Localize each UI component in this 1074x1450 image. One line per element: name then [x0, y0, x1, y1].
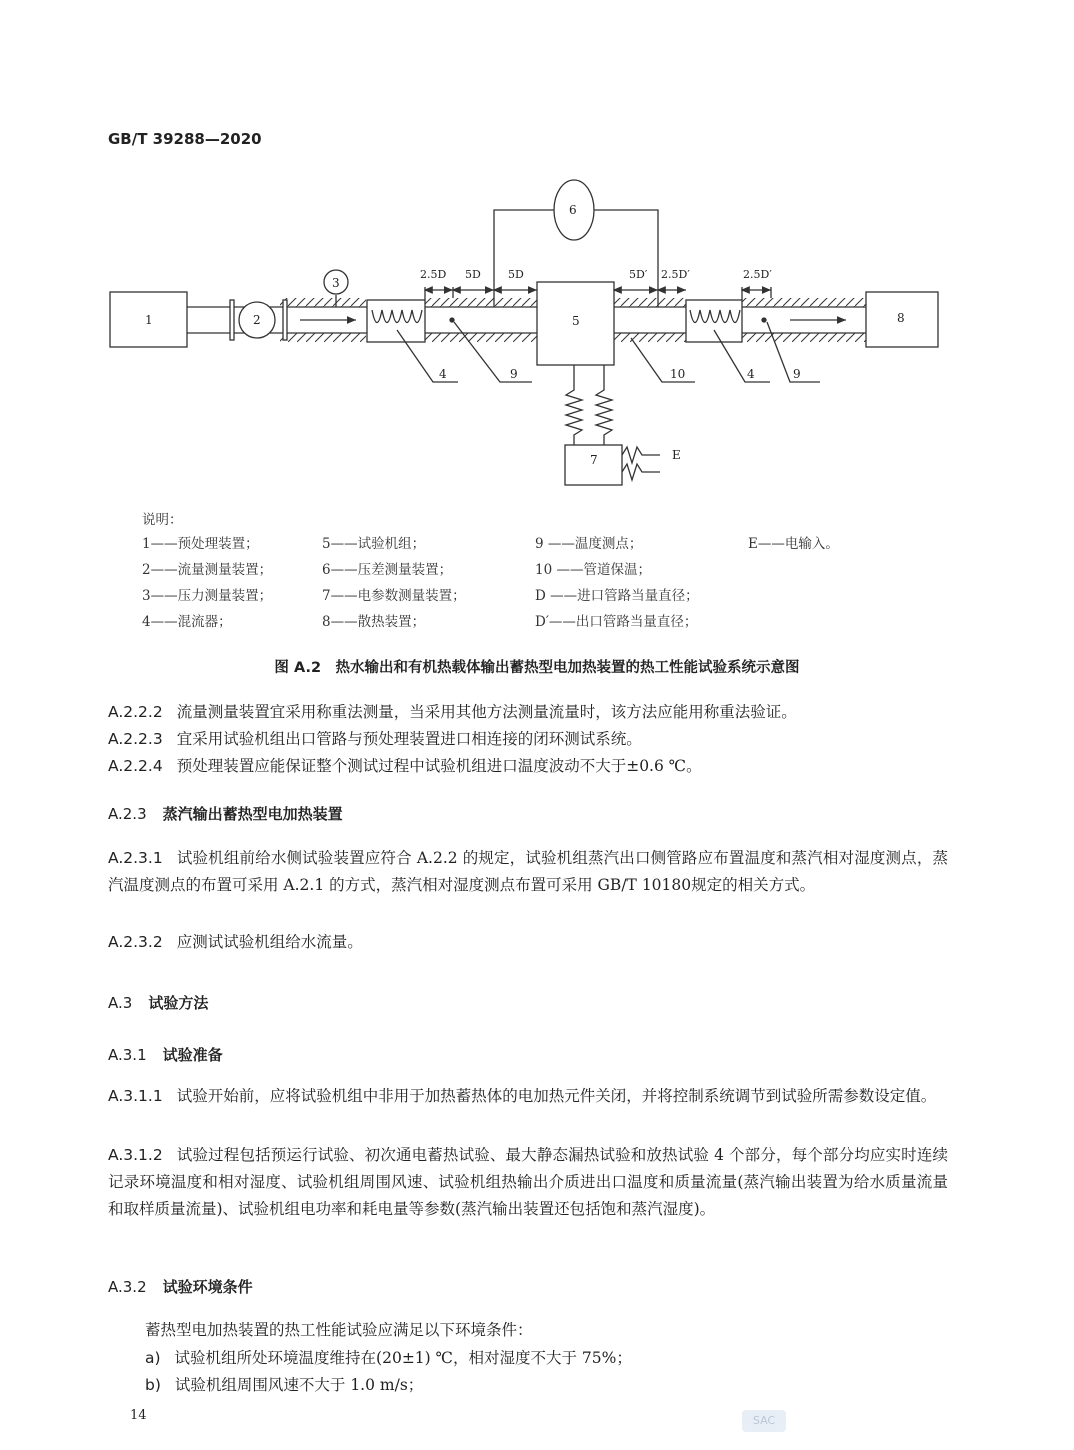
- list-item: b) 试验机组周围风速不大于 1.0 m/s；: [145, 1376, 424, 1394]
- legend-item: 7——电参数测量装置；: [322, 588, 466, 604]
- legend-item: 8——散热装置；: [322, 614, 426, 630]
- legend-item: 3——压力测量装置；: [142, 588, 273, 604]
- section-heading: A.3.2 试验环境条件: [108, 1278, 253, 1296]
- label-6: 6: [569, 203, 577, 217]
- legend-item: D ——进口管路当量直径；: [535, 588, 699, 604]
- legend-item: 6——压差测量装置；: [322, 562, 453, 578]
- legend-item: 9 ——温度测点；: [535, 536, 643, 552]
- section-heading: A.3.1 试验准备: [108, 1046, 223, 1064]
- label-9: 9: [510, 367, 518, 381]
- dim-label: 2.5D′: [743, 268, 772, 281]
- legend-title: 说明：: [142, 512, 183, 528]
- legend-item: 1——预处理装置；: [142, 536, 259, 552]
- test-system-diagram: [0, 0, 1074, 500]
- label-E: E: [672, 448, 681, 462]
- legend-item: D′——出口管路当量直径；: [535, 614, 698, 630]
- watermark-logo: SAC: [742, 1410, 786, 1432]
- legend-item: 2——流量测量装置；: [142, 562, 273, 578]
- clause: A.2.2.2 流量测量装置宜采用称重法测量，当采用其他方法测量流量时，该方法应能用称重法验证。: [108, 703, 797, 721]
- dim-label: 5D: [508, 268, 524, 281]
- clause: A.2.3.2 应测试试验机组给水流量。: [108, 933, 363, 951]
- legend-item: 10 ——管道保温；: [535, 562, 651, 578]
- clause: A.3.1.1 试验开始前，应将试验机组中非用于加热蓄热体的电加热元件关闭，并将控制系统调节到试验所需参数设定值。: [108, 1087, 937, 1105]
- dim-label: 5D: [465, 268, 481, 281]
- list-item: a) 试验机组所处环境温度维持在(20±1) ℃，相对湿度不大于 75%；: [145, 1349, 632, 1367]
- label-2: 2: [253, 313, 261, 327]
- clause: A.2.2.3 宜采用试验机组出口管路与预处理装置进口相连接的闭环测试系统。: [108, 730, 642, 748]
- label-1: 1: [145, 313, 153, 327]
- legend-item: E——电输入。: [748, 536, 839, 552]
- dim-label: 5D′: [629, 268, 648, 281]
- label-4: 4: [439, 367, 447, 381]
- clause: A.3.1.2 试验过程包括预运行试验、初次通电蓄热试验、最大静态漏热试验和放热试验 4 个部分，每个部分均应实时连续记录环境温度和相对湿度、试验机组周围风速、试验机组热输出介质进出口温度和质量流量(蒸汽输出装置为给水质量流量和取样质量流量)、试验机组电功率和耗电量等参数(蒸汽输出装置还包括饱和蒸汽湿度)。: [108, 1146, 948, 1218]
- legend-item: 4——混流器；: [142, 614, 232, 630]
- clause: 蓄热型电加热装置的热工性能试验应满足以下环境条件：: [145, 1321, 533, 1339]
- label-4b: 4: [747, 367, 755, 381]
- label-7: 7: [590, 453, 598, 467]
- label-9b: 9: [793, 367, 801, 381]
- figure-caption: 图 A.2 热水输出和有机热载体输出蓄热型电加热装置的热工性能试验系统示意图: [274, 660, 800, 676]
- page-number: 14: [130, 1408, 147, 1423]
- dim-label: 2.5D: [420, 268, 447, 281]
- label-3: 3: [332, 276, 340, 290]
- label-5: 5: [572, 314, 580, 328]
- section-heading: A.2.3 蒸汽输出蓄热型电加热装置: [108, 805, 343, 823]
- standard-header: GB/T 39288—2020: [108, 130, 262, 148]
- dim-label: 2.5D′: [661, 268, 690, 281]
- label-8: 8: [897, 311, 905, 325]
- section-heading: A.3 试验方法: [108, 994, 209, 1012]
- clause: A.2.2.4 预处理装置应能保证整个测试过程中试验机组进口温度波动不大于±0.6 ℃。: [108, 757, 702, 775]
- legend-item: 5——试验机组；: [322, 536, 426, 552]
- label-10: 10: [670, 367, 686, 381]
- clause: A.2.3.1 试验机组前给水侧试验装置应符合 A.2.2 的规定，试验机组蒸汽出口侧管路应布置温度和蒸汽相对湿度测点，蒸汽温度测点的布置可采用 A.2.1 的方式，蒸汽相对湿度测点布置可采用 GB/T 10180规定的相关方式。: [108, 849, 948, 894]
